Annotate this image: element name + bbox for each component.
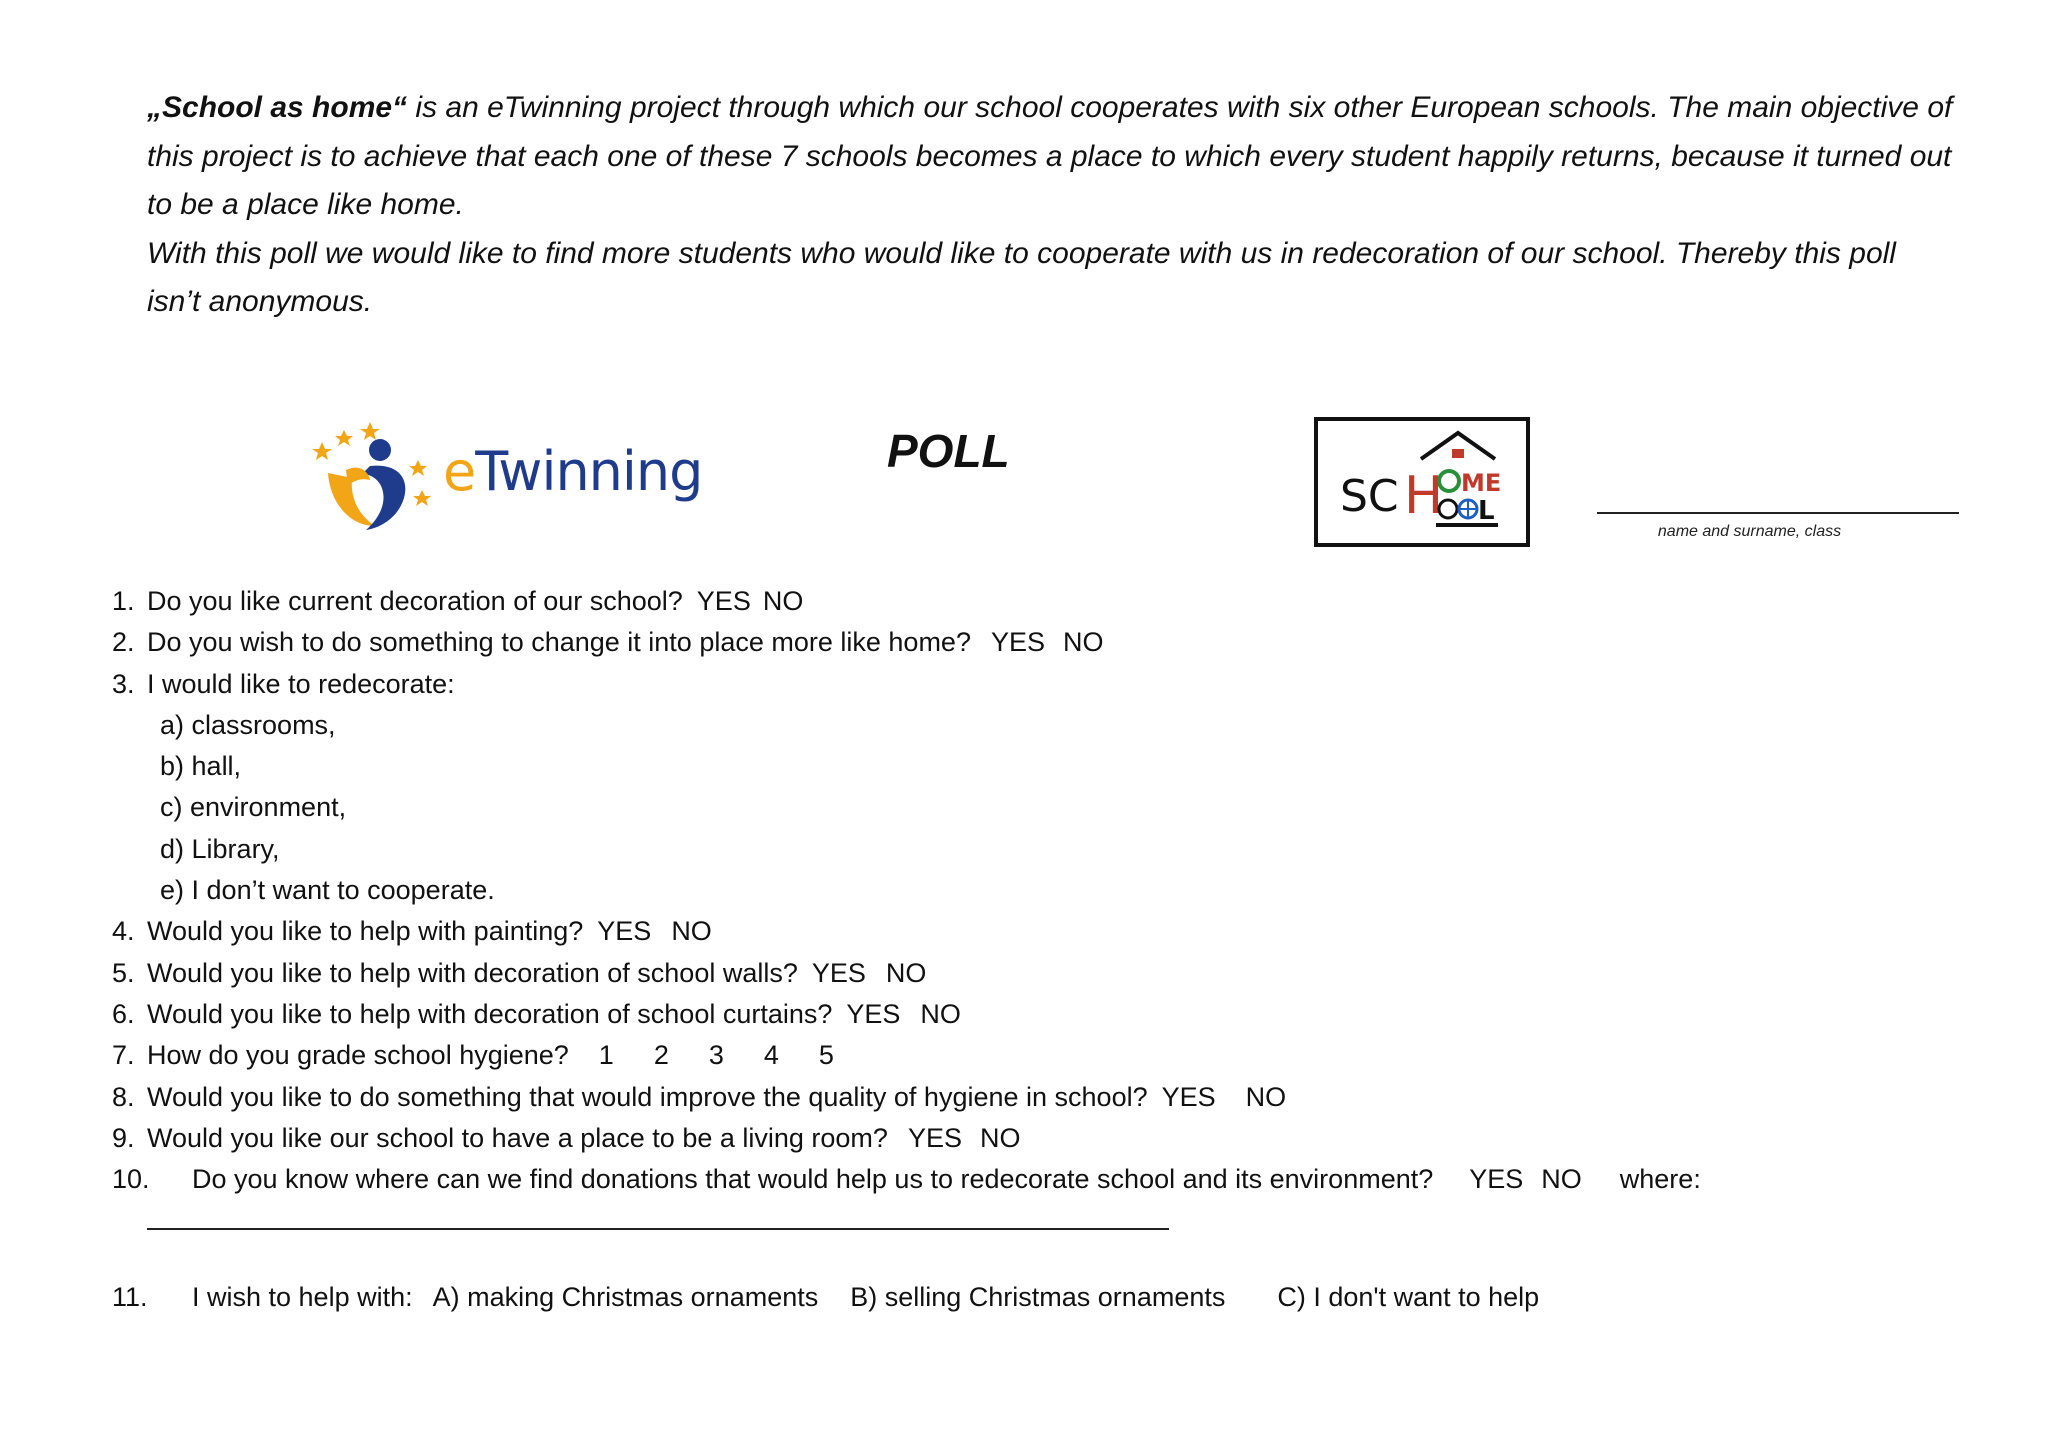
question-1: 1. Do you like current decoration of our school? YES NO [112,586,804,616]
intro-paragraph-2: With this poll we would like to find more students who would like to cooperate with us in redecoration of our school. Thereby this poll isn’t anonymous. [147,236,1896,318]
home-school-logo-icon [1318,421,1526,543]
q10-where-answer-line[interactable] [147,1228,1169,1230]
q6-yes[interactable]: YES [846,998,901,1029]
name-field[interactable] [1597,510,1959,541]
question-4: 4. Would you like to help with painting? YES NO [112,916,712,947]
q3-option-e[interactable]: e) I don’t want to cooperate. [160,875,495,906]
page-title: POLL [887,425,1010,477]
q9-no[interactable]: NO [979,1122,1021,1153]
svg-text:H: H [1404,466,1444,526]
grade-3[interactable]: 3 [708,1040,724,1071]
grade-4[interactable]: 4 [763,1040,779,1071]
question-9: 9. Would you like our school to have a place to be a living room? YES NO [112,1122,1021,1153]
q1-yes[interactable]: YES [696,586,751,616]
q10-no[interactable]: NO [1541,1164,1582,1195]
grade-1[interactable]: 1 [598,1040,614,1071]
name-caption: name and surname, class [1657,523,1842,540]
q4-no[interactable]: NO [671,916,712,947]
question-11: 11. I wish to help with: A) making Christmas ornaments B) selling Christmas ornaments C) I don't want to help [112,1282,1540,1312]
q1-no[interactable]: NO [762,586,804,616]
intro-text [105,84,1955,327]
question-5: 5. Would you like to help with decoration of school walls? YES NO [112,957,927,988]
question-list [112,581,1701,1200]
school-home-logo [1314,417,1530,547]
etwinning-logo [300,418,703,536]
q9-yes[interactable]: YES [907,1122,962,1153]
q11-option-b[interactable]: B) selling Christmas ornaments [850,1282,1226,1312]
q3-option-b[interactable]: b) hall, [160,751,242,782]
question-3: 3. I would like to redecorate: [112,668,455,699]
q5-no[interactable]: NO [885,957,927,988]
q3-option-a[interactable]: a) classrooms, [160,709,336,740]
q8-no[interactable]: NO [1245,1081,1287,1112]
q3-option-c[interactable]: c) environment, [160,792,347,823]
q6-no[interactable]: NO [920,998,961,1029]
question-10: 10. Do you know where can we find donations that would help us to redecorate school and its environment? YES NO where: [112,1164,1701,1195]
q11-option-c[interactable]: C) I don't want to help [1277,1282,1540,1312]
intro-paragraph-1 [105,84,1955,230]
question-8: 8. Would you like to do something that would improve the quality of hygiene in school? YES NO [112,1081,1287,1112]
q11-option-a[interactable]: A) making Christmas ornaments [432,1282,819,1312]
q5-yes[interactable]: YES [811,957,866,988]
etwinning-emblem-icon [300,418,450,536]
q8-yes[interactable]: YES [1161,1081,1216,1112]
q4-yes[interactable]: YES [597,916,652,947]
project-name: „School as home“ [147,91,408,124]
svg-text:ME: ME [1461,469,1502,497]
intro-paragraph-1-text: is an eTwinning project through which our school cooperates with six other European schools. The main objective of this project is to achieve that each one of these 7 schools becomes a place to which every student happily returns, because it turned out to be a place like home. [147,91,1953,221]
svg-text:L: L [1478,496,1495,526]
grade-5[interactable]: 5 [818,1040,834,1071]
question-2: 2. Do you wish to do something to change it into place more like home? YES NO [112,627,1104,658]
name-input-line[interactable] [1597,510,1959,514]
q10-yes[interactable]: YES [1469,1164,1524,1195]
q2-yes[interactable]: YES [990,627,1045,658]
question-7: 7. How do you grade school hygiene? 1 2 3 4 5 [112,1040,834,1071]
grade-2[interactable]: 2 [653,1040,669,1071]
q10-where-label: where: [1619,1164,1701,1195]
svg-text:SC: SC [1340,471,1399,522]
q3-option-d[interactable]: d) Library, [160,833,280,864]
etwinning-wordmark: eTwinning [443,440,703,503]
q2-no[interactable]: NO [1063,627,1104,658]
question-6: 6. Would you like to help with decoration of school curtains? YES NO [112,998,961,1029]
